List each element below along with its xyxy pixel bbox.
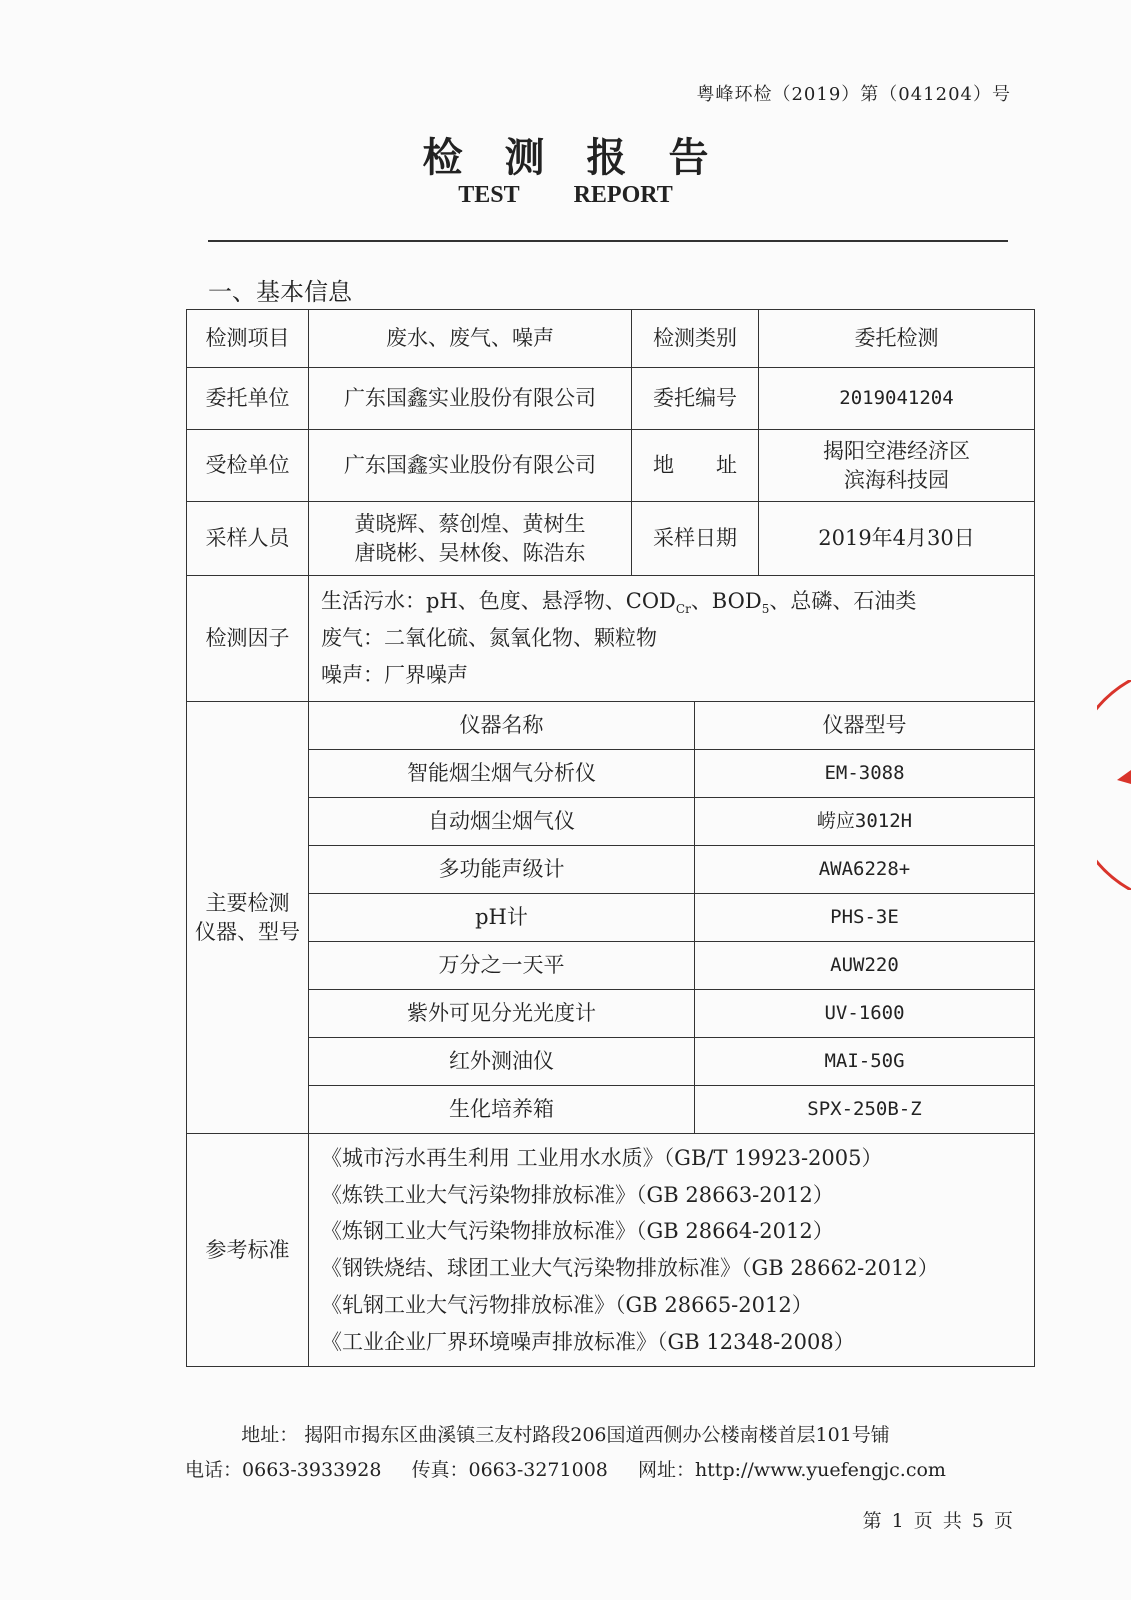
instrument-name: pH计 [309,894,695,942]
type-value: 委托检测 [759,310,1035,368]
sampler-line-1: 黄晓辉、蔡创煌、黄树生 [354,512,586,537]
client-value: 广东国鑫实业股份有限公司 [309,368,632,430]
red-seal-stamp [1097,680,1131,890]
document-number: 粤峰环检（2019）第（041204）号 [696,84,1011,105]
table-row [187,430,1035,502]
date-value: 2019年4月30日 [759,502,1035,576]
instrument-model: MAI-50G [695,1038,1035,1086]
instrument-name: 多功能声级计 [309,846,695,894]
instrument-row [309,798,1034,846]
instrument-table [309,702,1034,1133]
report-title-en [0,182,1131,209]
sampler-label: 采样人员 [187,502,309,576]
table-row [187,576,1035,702]
item-value: 废水、废气、噪声 [309,310,632,368]
instrument-model: SPX-250B-Z [695,1086,1035,1134]
instrument-row [309,894,1034,942]
footer-fax: 传真：0663-3271008 [411,1459,608,1481]
instrument-model-header: 仪器型号 [695,702,1035,750]
address-value [759,430,1035,502]
instrument-model: 崂应3012H [695,798,1035,846]
table-row [187,368,1035,430]
client-no-label: 委托编号 [632,368,759,430]
item-label: 检测项目 [187,310,309,368]
address-label: 地 址 [632,430,759,502]
client-no-value: 2019041204 [759,368,1035,430]
standard-list [309,1134,1035,1367]
factor-label: 检测因子 [187,576,309,702]
standard-item: 《钢铁烧结、球团工业大气污染物排放标准》（GB 28662-2012） [321,1256,939,1280]
footer-address: 地址： 揭阳市揭东区曲溪镇三友村路段206国道西侧办公楼南楼首层101号铺 [241,1424,890,1446]
address-line-2: 滨海科技园 [844,467,949,492]
factor-line-1-bod: 、BOD [690,589,762,614]
factor-subscript-cr: Cr [675,602,691,617]
type-label: 检测类别 [632,310,759,368]
table-row [187,702,1035,1134]
date-label: 采样日期 [632,502,759,576]
section-title: 一、基本信息 [208,278,352,306]
factor-line-3: 噪声：厂界噪声 [321,663,468,688]
sampler-line-2: 唐晓彬、吴林俊、陈浩东 [354,540,586,565]
instrument-name: 红外测油仪 [309,1038,695,1086]
table-row [187,310,1035,368]
address-line-1: 揭阳空港经济区 [823,439,970,464]
inspected-value: 广东国鑫实业股份有限公司 [309,430,632,502]
instrument-row [309,990,1034,1038]
factor-line-1-rest: 、总磷、石油类 [769,589,917,614]
instrument-row [309,1086,1034,1134]
instrument-model: UV-1600 [695,990,1035,1038]
factor-subscript-5: 5 [761,602,770,617]
instrument-model: AWA6228+ [695,846,1035,894]
standard-label: 参考标准 [187,1134,309,1367]
title-divider [208,240,1008,242]
instrument-name: 万分之一天平 [309,942,695,990]
instrument-model: EM-3088 [695,750,1035,798]
instrument-label-line-2: 仪器、型号 [195,919,300,944]
factor-line-2: 废气：二氧化硫、氮氧化物、颗粒物 [321,626,657,651]
client-label: 委托单位 [187,368,309,430]
sampler-value [309,502,632,576]
table-row [187,502,1035,576]
instrument-name-header: 仪器名称 [309,702,695,750]
table-row [187,1134,1035,1367]
standard-item: 《工业企业厂界环境噪声排放标准》（GB 12348-2008） [321,1329,855,1354]
instrument-name: 生化培养箱 [309,1086,695,1134]
instrument-row [309,750,1034,798]
instrument-name: 智能烟尘烟气分析仪 [309,750,695,798]
instrument-name: 自动烟尘烟气仪 [309,798,695,846]
instrument-model: AUW220 [695,942,1035,990]
instrument-model: PHS-3E [695,894,1035,942]
instrument-row [309,1038,1034,1086]
instrument-label-line-1: 主要检测 [205,891,290,916]
factor-line-1-text: 生活污水：pH、色度、悬浮物、COD [321,589,676,614]
title-en-part-1: TEST [458,182,520,208]
footer-website: 网址：http://www.yuefengjc.com [637,1459,946,1481]
instrument-label [187,702,309,1134]
factor-line-1 [321,583,1034,620]
instrument-header-row [309,702,1034,750]
standard-item: 《炼钢工业大气污染物排放标准》（GB 28664-2012） [321,1219,834,1244]
footer-contact [0,1455,1131,1482]
standard-item: 《轧钢工业大气污物排放标准》（GB 28665-2012） [321,1292,813,1317]
inspected-label: 受检单位 [187,430,309,502]
basic-info-table [186,309,1035,1367]
instrument-name: 紫外可见分光光度计 [309,990,695,1038]
factor-value [309,576,1035,702]
standard-item: 《炼铁工业大气污染物排放标准》（GB 28663-2012） [321,1182,834,1207]
instrument-cell [309,702,1035,1134]
report-title-cn: 检测报告 [422,134,751,181]
standard-item: 《城市污水再生利用 工业用水水质》（GB/T 19923-2005） [321,1145,883,1170]
page-number: 第 1 页 共 5 页 [862,1510,1015,1532]
instrument-row [309,846,1034,894]
instrument-row [309,942,1034,990]
footer-phone: 电话：0663-3933928 [185,1459,382,1481]
title-en-part-2: REPORT [573,182,673,208]
